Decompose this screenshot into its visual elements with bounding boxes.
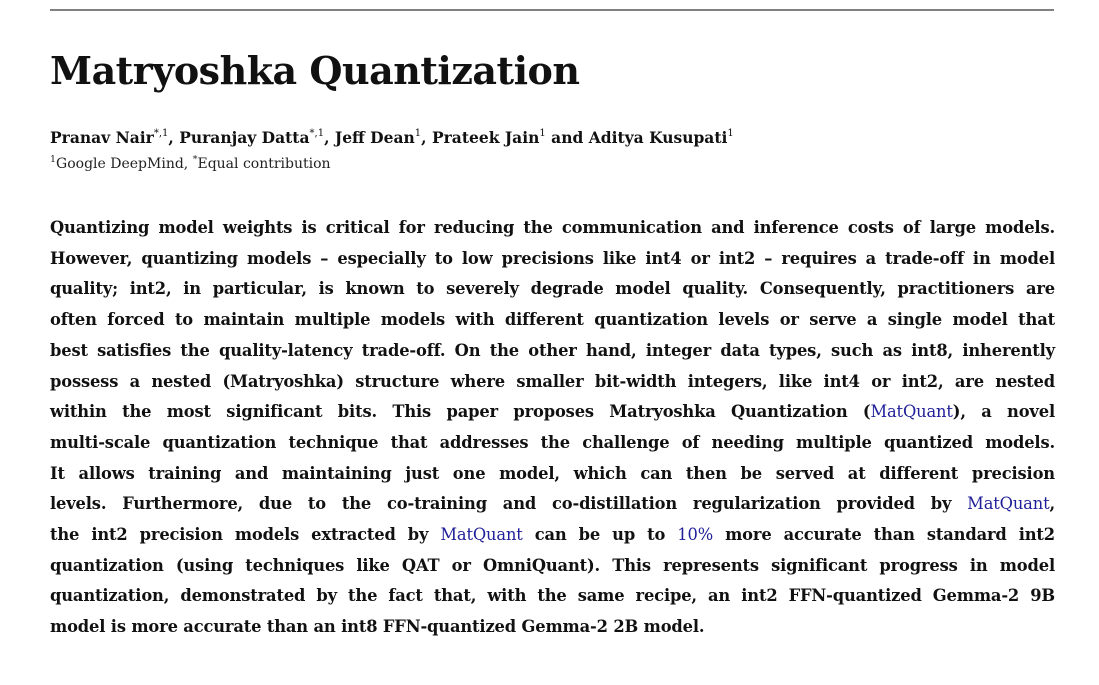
- abstract-line: [50, 367, 1055, 398]
- affiliation-line: [50, 153, 331, 175]
- abstract-line: [50, 459, 1055, 490]
- author-separator: and: [545, 128, 589, 147]
- author-affiliation-mark: 1: [727, 128, 734, 139]
- abstract-text: ,: [1049, 494, 1055, 514]
- abstract-line: [50, 551, 1055, 582]
- author-name: Pranav Nair: [50, 128, 154, 147]
- abstract-line: [50, 274, 1055, 305]
- abstract-line: [50, 428, 1055, 459]
- affiliation-org: Google DeepMind,: [56, 156, 193, 172]
- abstract-line: [50, 520, 1055, 551]
- author-name: Jeff Dean: [334, 128, 415, 147]
- abstract-text: It allows training and maintaining just one model, which can then be served at different precision: [50, 463, 1055, 483]
- abstract-line: [50, 489, 1055, 520]
- header-rule: [50, 9, 1054, 11]
- abstract: [50, 213, 1055, 643]
- affiliation-mark: 1: [50, 154, 57, 165]
- abstract-line: [50, 244, 1055, 275]
- abstract-text: Quantizing model weights is critical for reducing the communication and inference costs of large models.: [50, 218, 1055, 237]
- author-separator: ,: [421, 128, 432, 147]
- abstract-text: quantization, demonstrated by the fact that, with the same recipe, an int2 FFN-quantized Gemma-2 9B: [50, 586, 1055, 606]
- author-name: Prateek Jain: [431, 128, 540, 147]
- abstract-text: the int2 precision models extracted by: [50, 525, 441, 545]
- equal-contribution-note: Equal contribution: [197, 156, 331, 172]
- abstract-text: levels. Furthermore, due to the co-training and co-distillation regularization provided by: [50, 494, 968, 514]
- abstract-line: [50, 336, 1055, 367]
- author-affiliation-mark: 1: [414, 128, 422, 139]
- abstract-text: model is more accurate than an int8 FFN-quantized Gemma-2 2B model.: [50, 617, 705, 637]
- author-affiliation-mark: 1: [539, 128, 546, 139]
- abstract-highlight: MatQuant: [967, 494, 1050, 514]
- author-name: Puranjay Datta: [179, 128, 310, 147]
- abstract-text: within the most significant bits. This paper proposes Matryoshka Quantization (: [50, 402, 871, 422]
- abstract-text: However, quantizing models – especially to low precisions like int4 or int2 – requires a trade-off in model: [50, 248, 1055, 268]
- abstract-text: often forced to maintain multiple models with different quantization levels or serve a single model that: [50, 310, 1055, 330]
- abstract-text: more accurate than standard int2: [713, 525, 1055, 545]
- abstract-text: can be up to: [522, 525, 678, 545]
- abstract-text: quantization (using techniques like QAT or OmniQuant). This represents significant progress in model: [50, 555, 1055, 575]
- abstract-text: multi-scale quantization technique that addresses the challenge of needing multiple quantized models.: [50, 432, 1055, 452]
- abstract-highlight: MatQuant: [440, 525, 523, 545]
- abstract-line: [50, 612, 1055, 643]
- abstract-line: [50, 213, 1055, 244]
- paper-title: Matryoshka Quantization: [50, 48, 580, 93]
- author-affiliation-mark: *,1: [309, 128, 325, 139]
- author-separator: ,: [168, 128, 180, 147]
- abstract-highlight: 10%: [677, 525, 714, 545]
- author-name: Aditya Kusupati: [588, 128, 728, 147]
- abstract-text: ), a novel: [952, 402, 1055, 422]
- abstract-line: [50, 305, 1055, 336]
- abstract-line: [50, 581, 1055, 612]
- abstract-text: possess a nested (Matryoshka) structure where smaller bit-width integers, like int4 or int2, are nested: [50, 371, 1055, 391]
- abstract-text: quality; int2, in particular, is known to severely degrade model quality. Consequently, practitioners are: [50, 279, 1055, 299]
- abstract-text: best satisfies the quality-latency trade-off. On the other hand, integer data types, such as int8, inherently: [50, 340, 1055, 360]
- author-separator: ,: [324, 128, 335, 147]
- abstract-line: [50, 397, 1055, 428]
- author-affiliation-mark: *,1: [153, 128, 169, 139]
- equal-contribution-mark: *: [192, 154, 198, 165]
- author-list: [50, 126, 734, 150]
- abstract-highlight: MatQuant: [870, 402, 953, 422]
